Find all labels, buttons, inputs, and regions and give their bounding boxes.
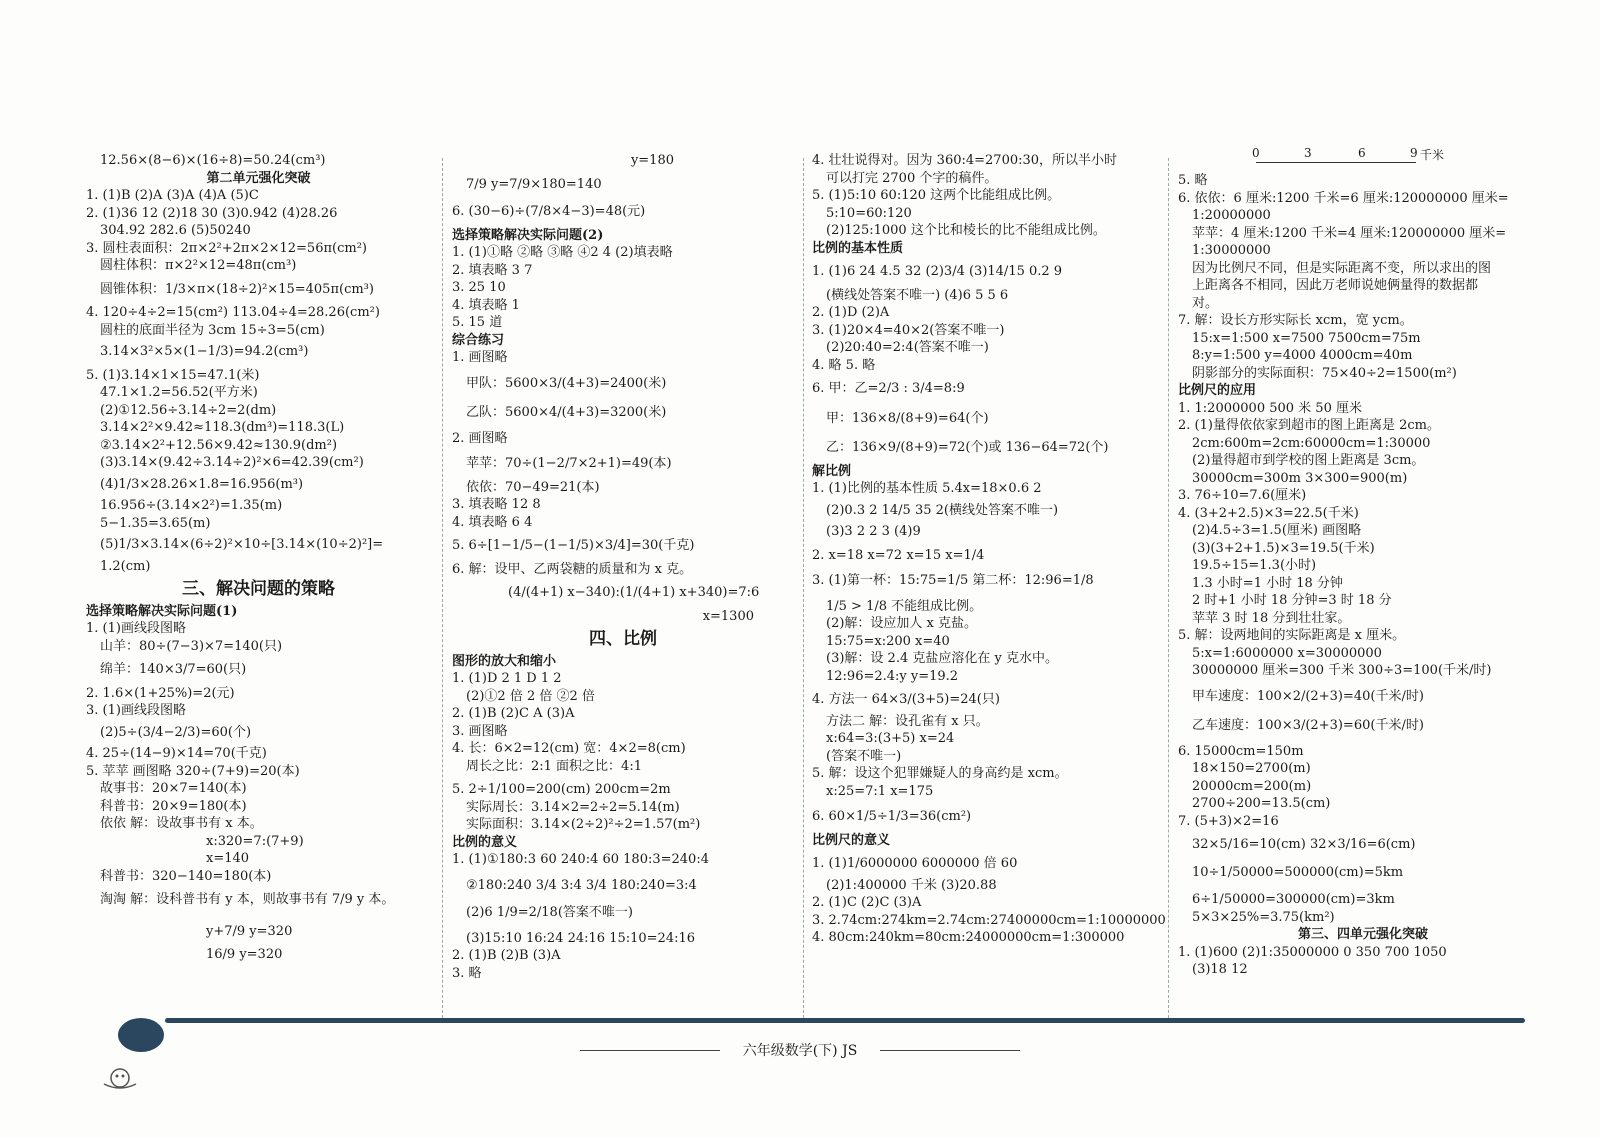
answer-line: 1:20000000 <box>1192 208 1271 223</box>
footer-line-right <box>880 1050 1020 1051</box>
answer-line: ②3.14×2²+12.56×9.42≈130.9(dm²) <box>100 437 338 453</box>
section-heading: 综合练习 <box>452 332 505 348</box>
answer-line: 4. 填表略 6 4 <box>452 514 533 530</box>
answer-line: (5)1/3×3.14×(6÷2)²×10÷[3.14×(10÷2)²]= <box>100 537 384 552</box>
answer-line: 6. 甲：乙=2/3 : 3/4=8:9 <box>812 381 965 396</box>
answer-line: 3.14×3²×5×(1−1/3)=94.2(cm³) <box>100 344 309 359</box>
answer-line: 2. (1)B (2)B (3)A <box>452 948 561 963</box>
answer-line: (2)4.5÷3=1.5(厘米) 画图略 <box>1192 523 1362 538</box>
section-heading: 第二单元强化突破 <box>206 170 311 186</box>
answer-line: 7/9 y=7/9×180=140 <box>466 176 602 192</box>
answer-line: y=180 <box>630 153 674 168</box>
answer-line: 对。 <box>1192 295 1219 311</box>
answer-line: 5. 解：设这个犯罪嫌疑人的身高约是 xcm。 <box>812 766 1068 781</box>
answer-line: 依依：70−49=21(本) <box>466 479 600 495</box>
answer-line: (2)解：设应加人 x 克盐。 <box>826 616 978 631</box>
answer-line: 4. 略 5. 略 <box>812 357 876 373</box>
answer-line: 4. 壮壮说得对。因为 360:4=2700:30，所以半小时 <box>812 153 1118 168</box>
answer-line: 3. 填表略 12 8 <box>452 497 541 512</box>
answer-line: 1. (1)600 (2)1:35000000 0 350 700 1050 <box>1178 944 1447 960</box>
answer-line: (3)3.14×(9.42÷3.14÷2)²×6=42.39(cm²) <box>100 455 364 470</box>
answer-line: 4. 25÷(14−9)×14=70(千克) <box>86 746 267 761</box>
answer-line: 1. (1)D 2 1 D 1 2 <box>452 671 562 686</box>
scale-tick: 3 <box>1304 146 1312 160</box>
answer-line: 6. (30−6)÷(7/8×4−3)=48(元) <box>452 204 646 219</box>
answer-line: 科普书：320−140=180(本) <box>100 868 272 884</box>
answer-line: 绵羊：140×3/7=60(只) <box>100 662 247 677</box>
answer-line: 6. 60×1/5÷1/3=36(cm²) <box>812 809 972 824</box>
answer-line: 5. 苹苹 画图略 320÷(7+9)=20(本) <box>86 763 300 779</box>
answer-line: 16.956÷(3.14×2²)=1.35(m) <box>100 498 283 513</box>
answer-line: 淘淘 解：设科普书有 y 本，则故事书有 7/9 y 本。 <box>100 892 395 907</box>
answer-line: y+7/9 y=320 <box>206 923 293 939</box>
answer-line: 30000000 厘米=300 千米 300÷3=100(千米/时) <box>1192 663 1492 678</box>
answer-line: 16/9 y=320 <box>206 947 283 962</box>
answer-line: (4/(4+1) x−340):(1/(4+1) x+340)=7:6 <box>508 585 760 600</box>
answer-line: 15:x=1:500 x=7500 7500cm=75m <box>1192 330 1421 346</box>
answer-line: 2700÷200=13.5(cm) <box>1192 796 1331 811</box>
answer-line: 实际周长：3.14×2=2÷2=5.14(m) <box>466 799 680 815</box>
scale-tick: 0 <box>1252 146 1260 160</box>
answer-line: 4. (3+2+2.5)×3=22.5(千米) <box>1178 505 1359 521</box>
section-heading: 比例尺的意义 <box>812 832 891 848</box>
answer-column-4 <box>1178 172 1548 979</box>
answer-line: 可以打完 2700 个字的稿件。 <box>826 170 998 186</box>
answer-line: 圆柱的底面半径为 3cm 15÷3=5(cm) <box>100 322 325 338</box>
answer-line: 5. 解：设两地间的实际距离是 x 厘米。 <box>1178 628 1406 643</box>
answer-line: 1. (1)B (2)A (3)A (4)A (5)C <box>86 188 259 203</box>
answer-line: x:64=3:(3+5) x=24 <box>826 731 955 746</box>
book-title: 六年级数学(下) JS <box>742 1043 858 1059</box>
answer-line: 5. 6÷[1−1/5−(1−1/5)×3/4]=30(千克) <box>452 538 695 553</box>
answer-line: 因为比例尺不同，但是实际距离不变，所以求出的图 <box>1192 260 1492 276</box>
answer-line: 上距离各不相同，因此万老师说她俩量得的数据都 <box>1192 278 1479 293</box>
footer-line-left <box>580 1050 720 1051</box>
answer-line: 甲：136×8/(8+9)=64(个) <box>826 410 989 426</box>
answer-line: 6. 依依：6 厘米:1200 千米=6 厘米:120000000 厘米= <box>1178 190 1509 206</box>
section-heading: 比例的意义 <box>452 834 518 850</box>
answer-column-2 <box>452 152 794 982</box>
answer-line: 5. 略 <box>1178 173 1208 188</box>
answer-line: 4. 方法一 64×3/(3+5)=24(只) <box>812 692 1000 707</box>
footer-rule <box>165 1018 1525 1023</box>
answer-line: 3. 略 <box>452 965 482 981</box>
answer-line: 3. 76÷10=7.6(厘米) <box>1178 488 1307 503</box>
answer-line: 8:y=1:500 y=4000 4000cm=40m <box>1192 348 1413 363</box>
answer-line: 1/5 > 1/8 不能组成比例。 <box>826 598 983 614</box>
answer-line: 3.14×2²×9.42≈118.3(dm³)=118.3(L) <box>100 420 345 435</box>
answer-line: 方法二 解：设孔雀有 x 只。 <box>826 713 989 729</box>
answer-line: 12:96=2.4:y y=19.2 <box>826 668 959 684</box>
answer-line: (3)3 2 2 3 (4)9 <box>826 524 921 539</box>
answer-line: 1. 画图略 <box>452 350 508 365</box>
answer-line: (2)量得超市到学校的图上距离是 3cm。 <box>1192 453 1425 468</box>
answer-line: 7. (5+3)×2=16 <box>1178 813 1279 829</box>
answer-line: 2. (1)B (2)C A (3)A <box>452 706 575 721</box>
answer-line: (2)20:40=2:4(答案不唯一) <box>826 340 989 355</box>
answer-line: 1. 1:2000000 500 米 50 厘米 <box>1178 400 1362 416</box>
answer-line: 5×3×25%=3.75(km²) <box>1192 909 1335 925</box>
answer-column-1 <box>86 152 431 964</box>
answer-line: 1. (1)6 24 4.5 32 (2)3/4 (3)14/15 0.2 9 <box>812 264 1063 279</box>
answer-line: 5. 15 道 <box>452 315 503 330</box>
answer-line: (2)①2 倍 2 倍 ②2 倍 <box>466 688 595 704</box>
answer-line: 1. (1)①180:3 60 240:4 60 180:3=240:4 <box>452 852 709 867</box>
answer-line: (2)①12.56÷3.14÷2=2(dm) <box>100 402 277 418</box>
answer-line: 2. (1)量得依依家到超市的图上距离是 2cm。 <box>1178 418 1440 433</box>
answer-line: 1. (1)1/6000000 6000000 倍 60 <box>812 856 1018 871</box>
answer-line: 甲队：5600×3/(4+3)=2400(米) <box>466 375 667 391</box>
answer-line: 5. (1)5:10 60:120 这两个比能组成比例。 <box>812 188 1061 203</box>
section-heading: 图形的放大和缩小 <box>452 653 557 669</box>
answer-line: 7. 解：设长方形实际长 xcm，宽 ycm。 <box>1178 313 1413 328</box>
answer-line: (2)125:1000 这个比和棱长的比不能组成比例。 <box>826 223 1106 238</box>
column-divider <box>803 158 804 1023</box>
answer-line: (2)1:400000 千米 (3)20.88 <box>826 877 997 893</box>
answer-line: 10÷1/50000=500000(cm)=5km <box>1192 864 1404 880</box>
scale-tick: 6 <box>1358 146 1366 160</box>
answer-line: 阴影部分的实际面积：75×40÷2=1500(m²) <box>1192 365 1457 381</box>
answer-line: ②180:240 3/4 3:4 3/4 180:240=3:4 <box>466 877 697 893</box>
section-heading: 第三、四单元强化突破 <box>1297 927 1428 942</box>
answer-line: x:320=7:(7+9) <box>206 833 304 849</box>
section-heading: 选择策略解决实际问题(2) <box>452 227 604 243</box>
answer-line: 2. (1)D (2)A <box>812 305 890 320</box>
answer-line: (横线处答案不唯一) (4)6 5 5 6 <box>826 287 1009 303</box>
answer-line: 32×5/16=10(cm) 32×3/16=6(cm) <box>1192 837 1416 852</box>
answer-line: x:25=7:1 x=175 <box>826 783 934 799</box>
answer-line: 苹苹：4 厘米:1200 千米=4 厘米:120000000 厘米= <box>1192 225 1507 241</box>
answer-line: 1. (1)①略 ②略 ③略 ④2 4 (2)填表略 <box>452 245 673 260</box>
answer-line: 3. 2.74cm:274km=2.74cm:27400000cm=1:10000000 <box>812 912 1166 928</box>
answer-line: 20000cm=200(m) <box>1192 778 1312 794</box>
answer-line: 6. 解：设甲、乙两袋糖的质量和为 x 克。 <box>452 561 693 577</box>
answer-line: (2)5÷(3/4−2/3)=60(个) <box>100 724 252 740</box>
answer-line: 2. 1.6×(1+25%)=2(元) <box>86 685 235 701</box>
answer-line: 科普书：20×9=180(本) <box>100 798 247 814</box>
answer-line: (2)6 1/9=2/18(答案不唯一) <box>466 905 633 920</box>
answer-line: (4)1/3×28.26×1.8=16.956(m³) <box>100 476 304 492</box>
section-heading: 选择策略解决实际问题(1) <box>86 603 238 619</box>
answer-line: 2 时+1 小时 18 分钟=3 时 18 分 <box>1192 593 1392 608</box>
answer-line: 19.5÷15=1.3(小时) <box>1192 558 1317 573</box>
answer-line: 2. (1)36 12 (2)18 30 (3)0.942 (4)28.26 <box>86 205 338 221</box>
scale-unit: 千米 <box>1420 148 1445 162</box>
answer-line: 6÷1/50000=300000(cm)=3km <box>1192 892 1395 907</box>
answer-line: 4. 填表略 1 <box>452 297 520 313</box>
chapter-heading: 三、解决问题的策略 <box>182 579 335 599</box>
answer-line: 4. 120÷4÷2=15(cm²) 113.04÷4=28.26(cm²) <box>86 305 380 320</box>
answer-line: 15:75=x:200 x=40 <box>826 633 950 649</box>
answer-line: x=140 <box>206 851 250 866</box>
answer-line: 3. (1)画线段图略 <box>86 703 186 718</box>
answer-line: 6. 15000cm=150m <box>1178 743 1304 759</box>
answer-line: 5. 2÷1/100=200(cm) 200cm=2m <box>452 782 671 797</box>
answer-line: 1. (1)画线段图略 <box>86 621 186 636</box>
answer-line: (3)解：设 2.4 克盐应溶化在 y 克水中。 <box>826 651 1058 666</box>
section-heading: 比例的基本性质 <box>812 240 904 256</box>
answer-line: 2. 填表略 3 7 <box>452 262 533 278</box>
answer-line: 3. (1)20×4=40×2(答案不唯一) <box>812 322 1005 338</box>
footer <box>0 1040 1600 1060</box>
answer-line: 苹苹：70÷(1−2/7×2+1)=49(本) <box>466 456 672 471</box>
answer-line: 47.1×1.2=56.52(平方米) <box>100 385 258 400</box>
answer-line: 5:10=60:120 <box>826 205 912 221</box>
answer-line: 依依 解：设故事书有 x 本。 <box>100 816 263 831</box>
answer-line: (3)(3+2+1.5)×3=19.5(千米) <box>1192 540 1375 556</box>
answer-line: 3. 圆柱表面积：2π×2²+2π×2×12=56π(cm²) <box>86 240 367 256</box>
answer-line: 故事书：20×7=140(本) <box>100 781 247 796</box>
answer-line: 2. (1)C (2)C (3)A <box>812 895 922 910</box>
answer-line: 实际面积：3.14×(2÷2)²÷2=1.57(m²) <box>466 817 701 832</box>
answer-line: x=1300 <box>702 608 754 624</box>
answer-line: 乙队：5600×4/(4+3)=3200(米) <box>466 405 667 420</box>
answer-line: 苹苹 3 时 18 分到壮壮家。 <box>1192 610 1351 626</box>
answer-column-3 <box>812 152 1166 947</box>
answer-line: 30000cm=300m 3×300=900(m) <box>1192 470 1408 486</box>
answer-line: 周长之比：2:1 面积之比：4:1 <box>466 758 642 774</box>
answer-line: 5:x=1:6000000 x=30000000 <box>1192 645 1382 661</box>
answer-line: (答案不唯一) <box>826 748 902 764</box>
answer-line: 2cm:600m=2cm:60000cm=1:30000 <box>1192 435 1431 451</box>
answer-line: 304.92 282.6 (5)50240 <box>100 223 251 238</box>
section-heading: 比例尺的应用 <box>1178 383 1257 398</box>
scale-bar <box>1252 146 1452 166</box>
answer-line: 圆柱体积：π×2²×12=48π(cm³) <box>100 258 297 273</box>
answer-line: 乙：136×9/(8+9)=72(个)或 136−64=72(个) <box>826 440 1109 455</box>
answer-line: (3)18 12 <box>1192 962 1248 977</box>
answer-line: (3)15:10 16:24 24:16 15:10=24:16 <box>466 930 696 946</box>
answer-line: 山羊：80÷(7−3)×7=140(只) <box>100 638 283 654</box>
answer-line: 2. 画图略 <box>452 430 508 446</box>
answer-line: 乙车速度：100×3/(2+3)=60(千米/时) <box>1192 718 1424 733</box>
chapter-heading: 四、比例 <box>589 629 657 649</box>
answer-line: 3. 画图略 <box>452 723 508 739</box>
answer-line: 12.56×(8−6)×(16÷8)=50.24(cm³) <box>100 153 326 168</box>
answer-line: 1. (1)比例的基本性质 5.4x=18×0.6 2 <box>812 481 1042 496</box>
answer-line: 1.2(cm) <box>100 558 151 574</box>
answer-line: 1:30000000 <box>1192 243 1271 258</box>
answer-line: 18×150=2700(m) <box>1192 761 1311 776</box>
column-divider <box>442 158 443 1023</box>
answer-line: 圆锥体积：1/3×π×(18÷2)²×15=405π(cm³) <box>100 281 374 297</box>
answer-line: 3. (1)第一杯：15:75=1/5 第二杯：12:96=1/8 <box>812 573 1094 588</box>
answer-line: 5. (1)3.14×1×15=47.1(米) <box>86 367 260 383</box>
answer-line: 2. x=18 x=72 x=15 x=1/4 <box>812 547 985 563</box>
scale-tick: 9 <box>1410 146 1418 160</box>
section-heading: 解比例 <box>812 463 852 479</box>
answer-line: 5−1.35=3.65(m) <box>100 515 211 531</box>
column-divider <box>1168 158 1169 1023</box>
answer-line: 4. 长：6×2=12(cm) 宽：4×2=8(cm) <box>452 741 686 756</box>
answer-line: 1.3 小时=1 小时 18 分钟 <box>1192 575 1343 591</box>
answer-line: 4. 80cm:240km=80cm:24000000cm=1:300000 <box>812 930 1125 945</box>
answer-line: 甲车速度：100×2/(2+3)=40(千米/时) <box>1192 688 1424 704</box>
answer-line: (2)0.3 2 14/5 35 2(横线处答案不唯一) <box>826 502 1059 518</box>
answer-line: 3. 25 10 <box>452 280 506 295</box>
